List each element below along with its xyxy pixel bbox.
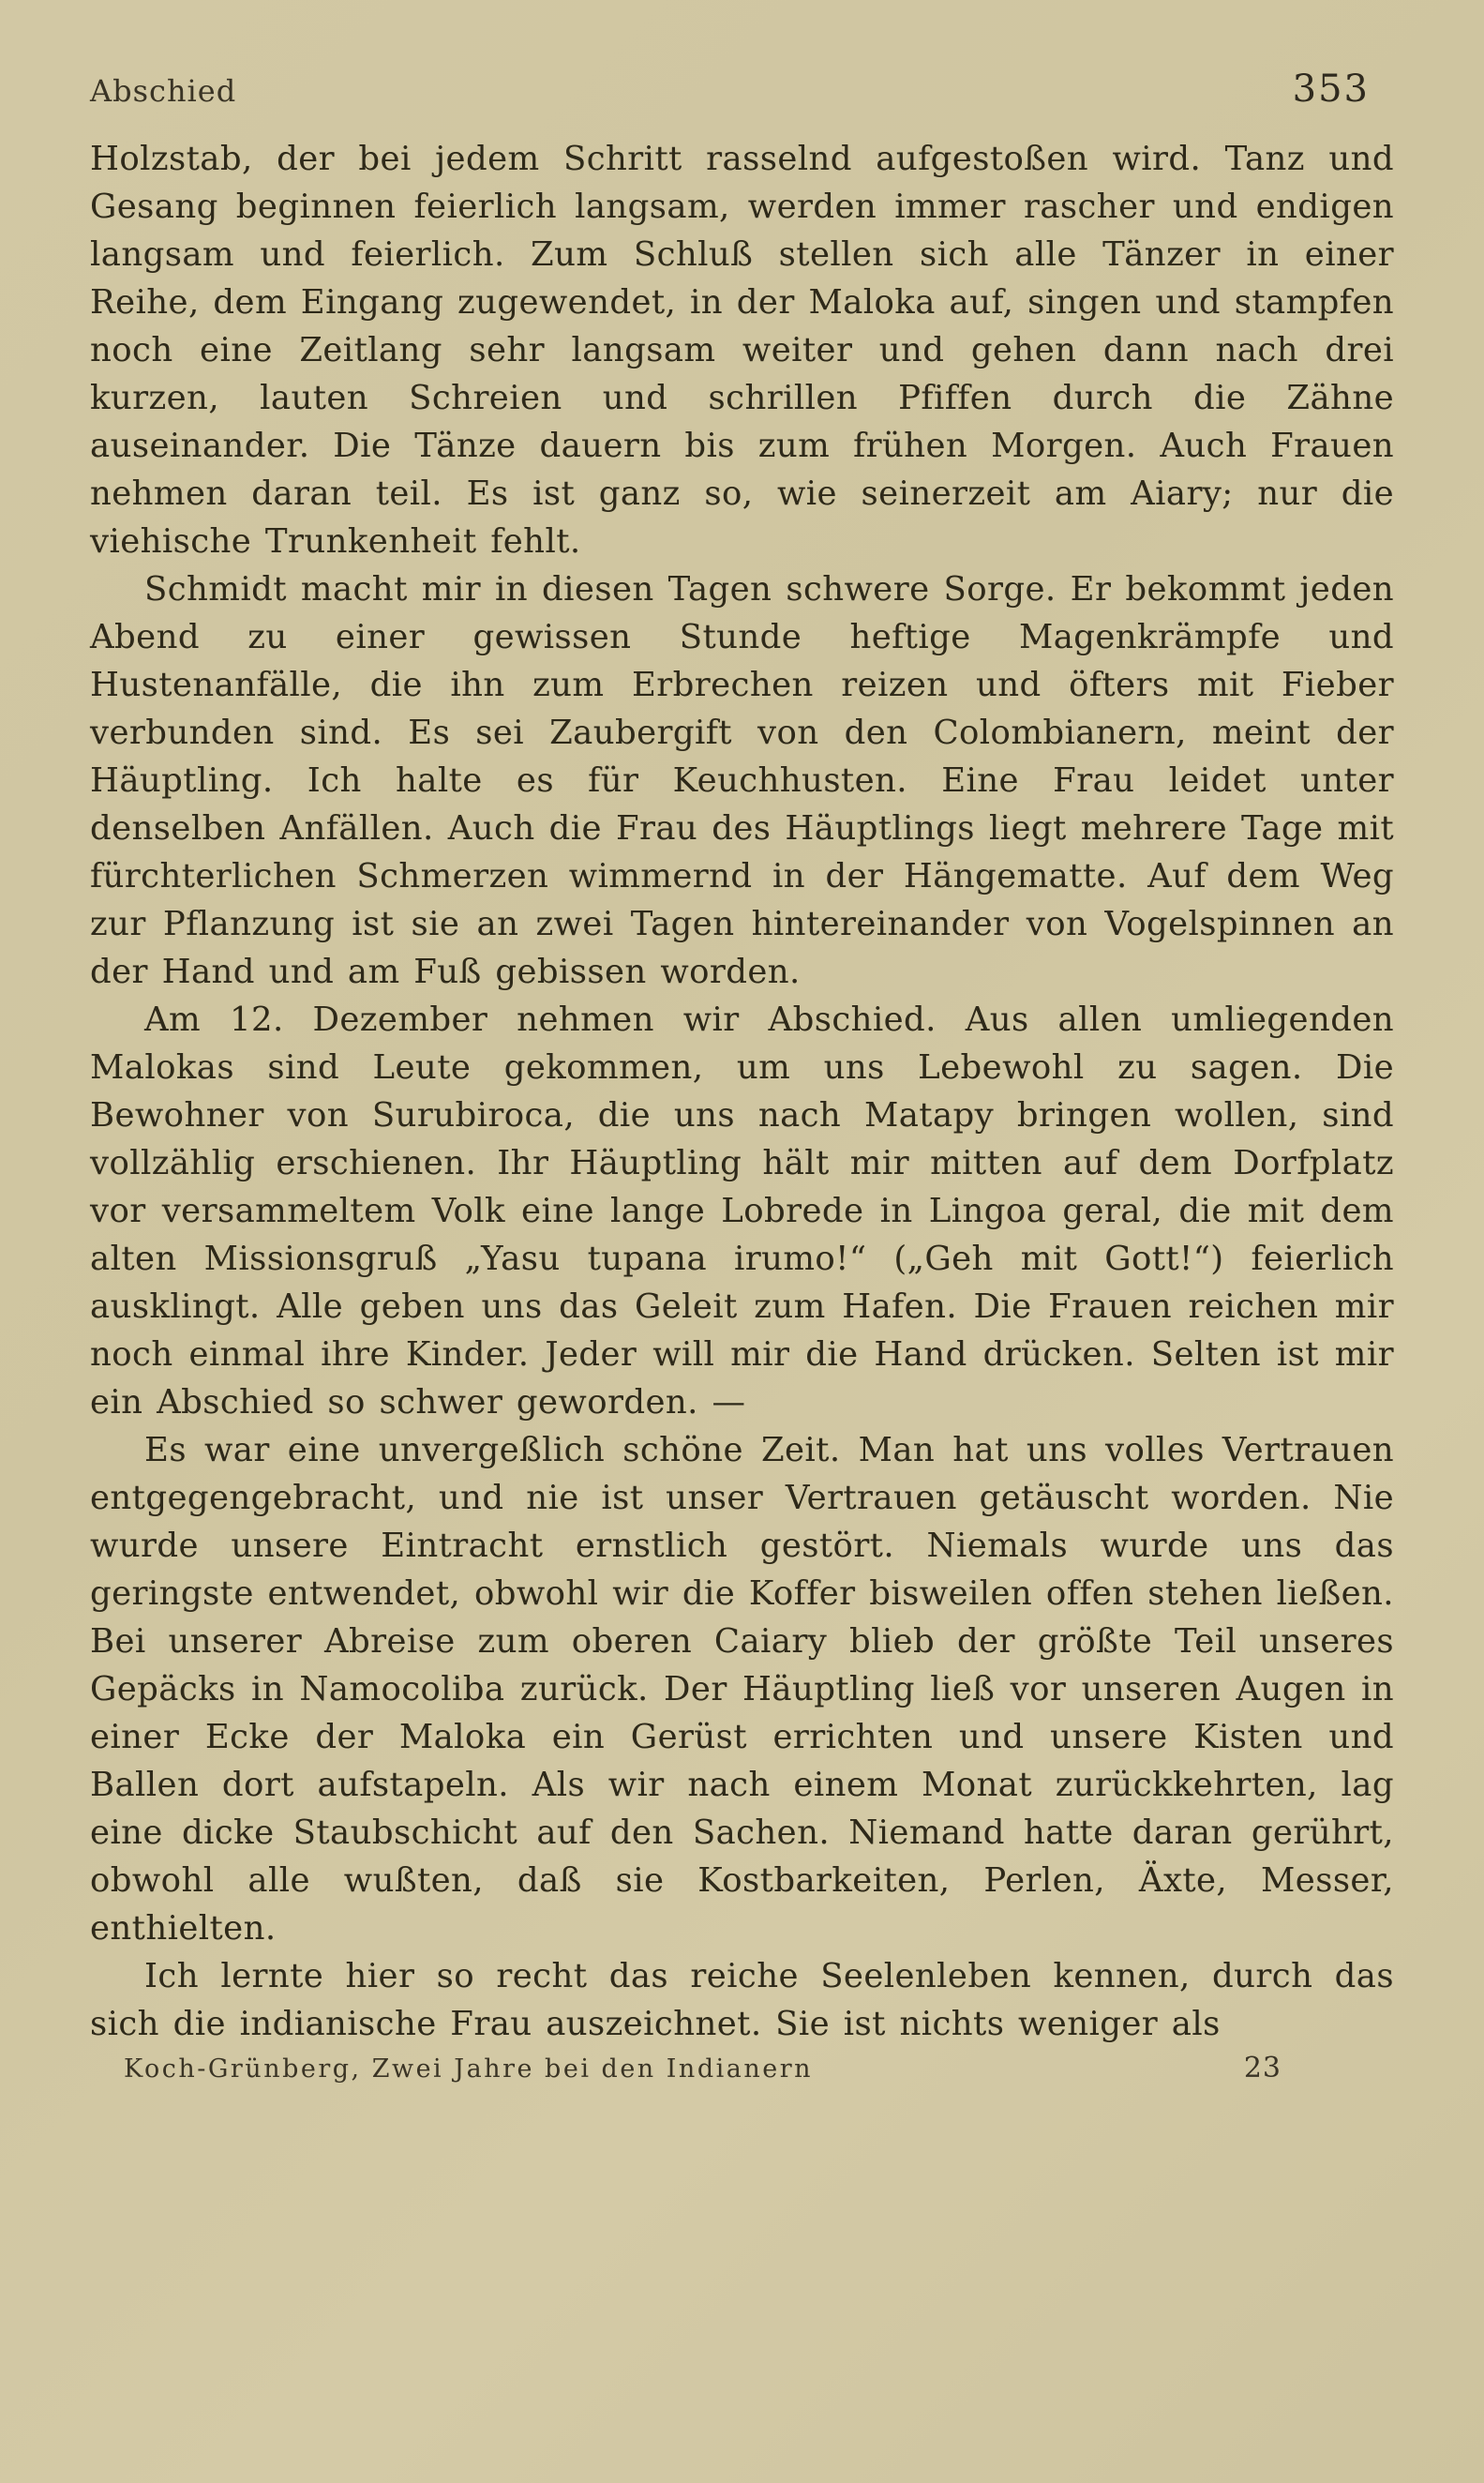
- page-body: [90, 135, 1394, 2048]
- paragraph-3: Am 12. Dezember nehmen wir Abschied. Aus allen umliegenden Malokas sind Leute gekommen, um uns Lebewohl zu sagen. Die Bewohner von Surubiroca, die uns nach Matapy bringen wollen, sind vollzählig erschienen. Ihr Häuptling hält mir mitten auf dem Dorfplatz vor versammeltem Volk eine lange Lobrede in Lingoa geral, die mit dem alten Missionsgruß „Yasu tupana irumo!“ („Geh mit Gott!“) feierlich ausklingt. Alle geben uns das Geleit zum Hafen. Die Frauen reichen mir noch einmal ihre Kinder. Jeder will mir die Hand drücken. Selten ist mir ein Abschied so schwer geworden. —: [90, 1001, 1394, 1422]
- page-number: 353: [1292, 68, 1370, 111]
- footer-signature-line: Koch-Grünberg, Zwei Jahre bei den Indianern: [124, 2054, 813, 2084]
- page-header: [90, 68, 1394, 111]
- paragraph-1: Holzstab, der bei jedem Schritt rasselnd aufgestoßen wird. Tanz und Gesang beginnen feierlich langsam, werden immer rascher und endigen langsam und feierlich. Zum Schluß stellen sich alle Tänzer in einer Reihe, dem Eingang zugewendet, in der Maloka auf, singen und stampfen noch eine Zeitlang sehr langsam weiter und gehen dann nach drei kurzen, lauten Schreien und schrillen Pfiffen durch die Zähne auseinander. Die Tänze dauern bis zum frühen Morgen. Auch Frauen nehmen daran teil. Es ist ganz so, wie seinerzeit am Aiary; nur die viehische Trunkenheit fehlt.: [90, 140, 1394, 561]
- page-footer: [90, 2052, 1394, 2084]
- chapter-running-title: Abschied: [90, 73, 237, 109]
- paragraph-4: Es war eine unvergeßlich schöne Zeit. Man hat uns volles Vertrauen entgegengebracht, und nie ist unser Vertrauen getäuscht worden. Nie wurde unsere Eintracht ernstlich gestört. Niemals wurde uns das geringste entwendet, obwohl wir die Koffer bisweilen offen stehen ließen. Bei unserer Abreise zum oberen Caiary blieb der größte Teil unseres Gepäcks in Namocoliba zurück. Der Häuptling ließ vor unseren Augen in einer Ecke der Maloka ein Gerüst errichten und unsere Kisten und Ballen dort aufstapeln. Als wir nach einem Monat zurückkehrten, lag eine dicke Staubschicht auf den Sachen. Niemand hatte daran gerührt, obwohl alle wußten, daß sie Kostbarkeiten, Perlen, Äxte, Messer, enthielten.: [90, 1431, 1394, 1948]
- paragraph-5: Ich lernte hier so recht das reiche Seelenleben kennen, durch das sich die indianische Frau auszeichnet. Sie ist nichts weniger als: [90, 1957, 1394, 2043]
- paragraph-2: Schmidt macht mir in diesen Tagen schwere Sorge. Er bekommt jeden Abend zu einer gewissen Stunde heftige Magenkrämpfe und Hustenanfälle, die ihn zum Erbrechen reizen und öfters mit Fieber verbunden sind. Es sei Zaubergift von den Colombianern, meint der Häuptling. Ich halte es für Keuchhusten. Eine Frau leidet unter denselben Anfällen. Auch die Frau des Häuptlings liegt mehrere Tage mit fürchterlichen Schmerzen wimmernd in der Hängematte. Auf dem Weg zur Pflanzung ist sie an zwei Tagen hintereinander von Vogelspinnen an der Hand und am Fuß gebissen worden.: [90, 570, 1394, 991]
- footer-sheet-number: 23: [1243, 2052, 1282, 2084]
